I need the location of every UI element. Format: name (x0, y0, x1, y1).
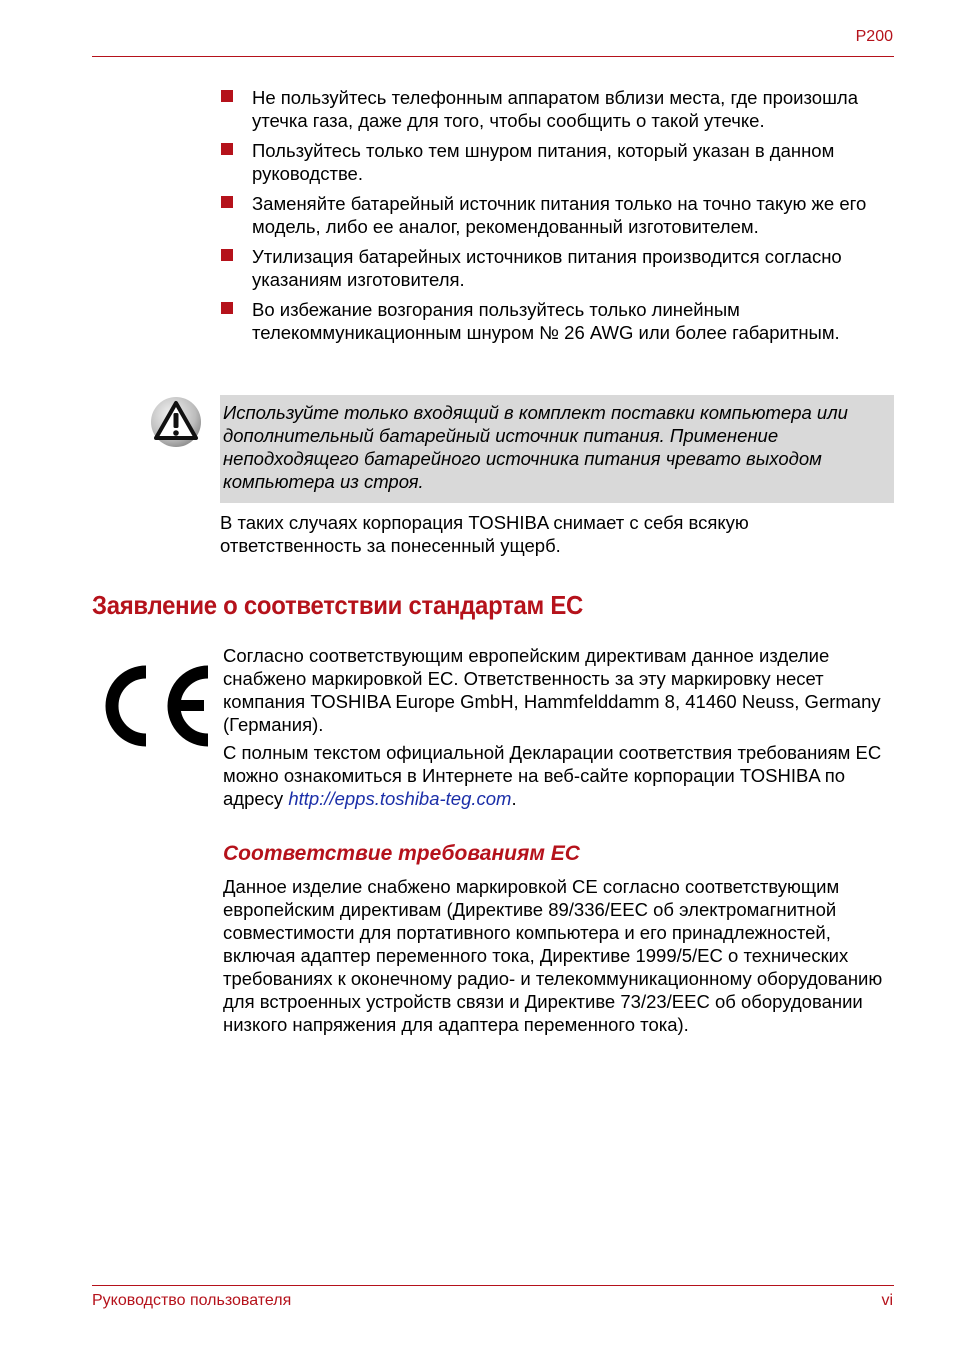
ce-paragraph-1: Согласно соответствующим европейским директивам данное изделие снабжено маркировкой ЕС. Ответственность за эту маркировку несет компания TOSHIBA Europe GmbH, Hammfelddamm 8, 41460 Neuss, Germany (Германия). (223, 645, 881, 735)
list-item (220, 298, 900, 344)
disclaimer-text: В таких случаях корпорация TOSHIBA снимает с себя всякую ответственность за понесенный ущерб. (220, 512, 749, 556)
bullet-text: Во избежание возгорания пользуйтесь только линейным телекоммуникационным шнуром № 26 AWG или более габаритным. (252, 299, 840, 343)
declaration-link[interactable]: http://epps.toshiba-teg.com (288, 788, 512, 809)
bullet-list (220, 86, 900, 351)
bullet-square-icon (221, 90, 233, 102)
ce-paragraph-2-end: . (511, 788, 517, 809)
bullet-text: Заменяйте батарейный источник питания только на точно такую же его модель, либо ее аналог, рекомендованный изготовителем. (252, 193, 867, 237)
list-item (220, 245, 900, 291)
subsection-title: Соответствие требованиям ЕС (223, 842, 580, 865)
list-item (220, 192, 900, 238)
bullet-square-icon (221, 143, 233, 155)
header-rule (92, 56, 894, 57)
bullet-square-icon (221, 249, 233, 261)
footer-rule (92, 1285, 894, 1286)
ce-paragraph-2-text: С полным текстом официальной Декларации соответствия требованиям ЕС можно ознакомиться в Интернете на веб-сайте корпорации TOSHIBA по адресу (223, 742, 882, 809)
footer-title: Руководство пользователя (92, 1292, 292, 1309)
bullet-square-icon (221, 302, 233, 314)
bullet-text: Не пользуйтесь телефонным аппаратом вблизи места, где произошла утечка газа, даже для того, чтобы сообщить о такой утечке. (252, 87, 859, 131)
ce-mark-icon (96, 662, 218, 750)
bullet-square-icon (221, 196, 233, 208)
warning-triangle-icon (150, 396, 202, 448)
warning-text: Используйте только входящий в комплект поставки компьютера или дополнительный батарейный источник питания. Применение неподходящего батарейного источника питания чревато выходом компьютера из строя. (223, 402, 848, 492)
list-item (220, 139, 900, 185)
ce-paragraph-3: Данное изделие снабжено маркировкой CE согласно соответствующим европейским директивам (Директиве 89/336/EEC об электромагнитной совместимости для портативного компьютера и его принадлежностей, включая адаптер переменного тока, Директиве 1999/5/EC о технических требованиях к оконечному радио- и телекоммуникационному оборудованию для встроенных устройств связи и Директиве 73/23/EEC об оборудовании низкого напряжения для адаптера переменного тока). (223, 876, 883, 1035)
bullet-text: Пользуйтесь только тем шнуром питания, который указан в данном руководстве. (252, 140, 835, 184)
list-item (220, 86, 900, 132)
header-model: P200 (855, 28, 893, 45)
bullet-text: Утилизация батарейных источников питания производится согласно указаниям изготовителя. (252, 246, 842, 290)
ce-paragraph-2 (223, 741, 895, 810)
page-number: vi (881, 1292, 893, 1309)
section-title: Заявление о соответствии стандартам ЕС (92, 590, 584, 620)
